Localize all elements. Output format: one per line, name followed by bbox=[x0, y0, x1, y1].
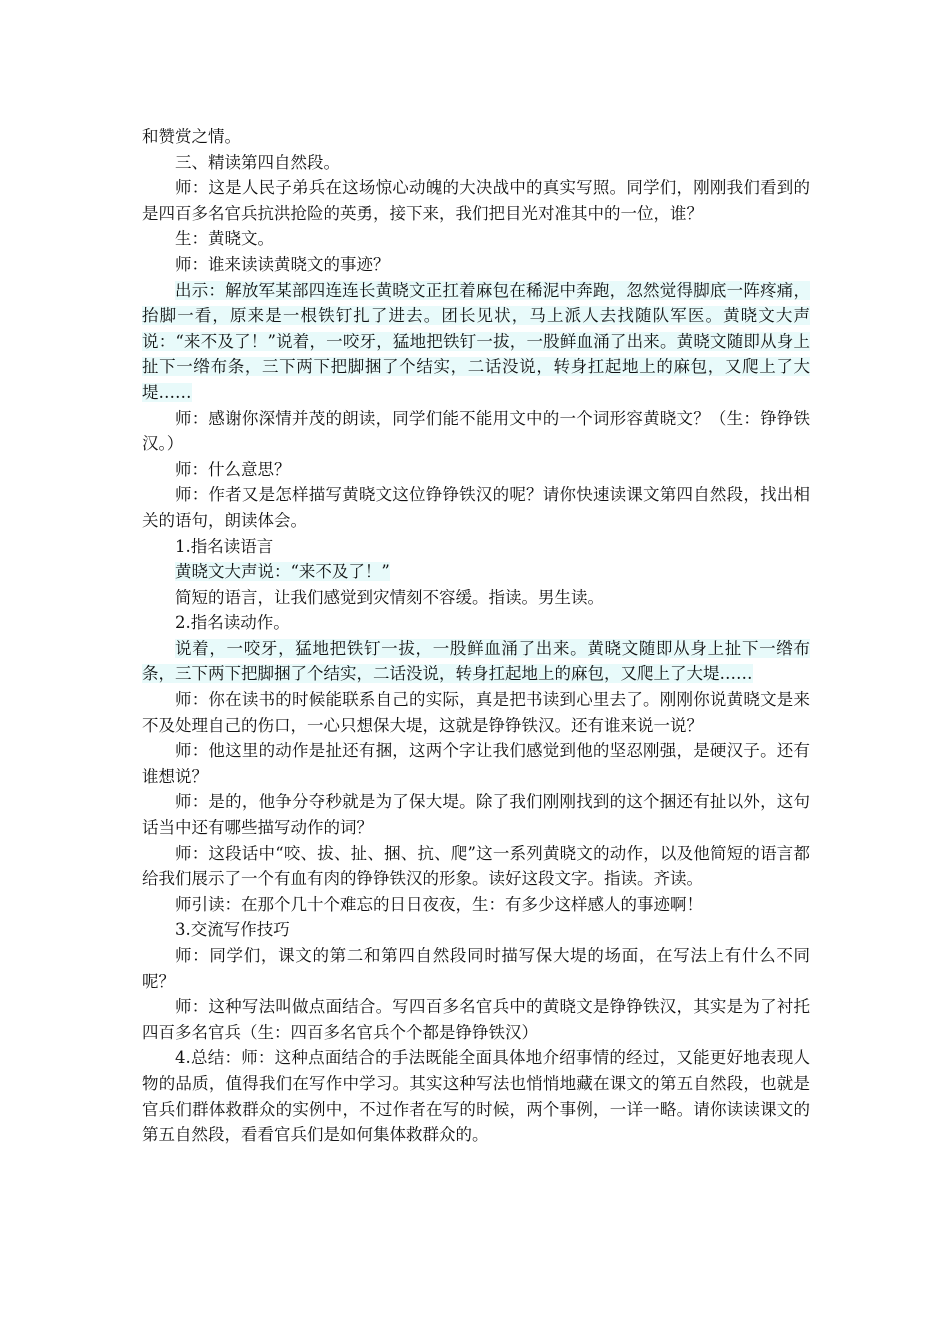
paragraph-text: 生：黄晓文。 bbox=[175, 229, 274, 249]
paragraph bbox=[142, 789, 810, 840]
highlighted-text: 黄晓文大声说：“来不及了！” bbox=[175, 562, 390, 582]
paragraph-text: 4.总结：师：这种点面结合的手法既能全面具体地介绍事情的经过，又能更好地表现人物的品质，值得我们在写作中学习。其实这种写法也悄悄地藏在课文的第五自然段，也就是官兵们群体救群众的实例中，不过作者在写的时候，两个事例，一详一略。请你读读课文的第五自然段，看看官兵们是如何集体救群众的。 bbox=[142, 1048, 810, 1145]
paragraph-text: 师引读：在那个几十个难忘的日日夜夜，生：有多少这样感人的事迹啊！ bbox=[175, 894, 703, 914]
paragraph-text: 1.指名读语言 bbox=[175, 536, 274, 556]
paragraph-text: 师：是的，他争分夺秒就是为了保大堤。除了我们刚刚找到的这个捆还有扯以外，这句话当中还有哪些描写动作的词？ bbox=[142, 792, 810, 838]
paragraph-text: 和赞赏之情。 bbox=[142, 127, 241, 146]
paragraph-text: 三、精读第四自然段。 bbox=[175, 152, 340, 172]
paragraph-text: 师：什么意思？ bbox=[175, 459, 291, 479]
paragraph bbox=[142, 406, 810, 457]
paragraph-text: 师：这种写法叫做点面结合。写四百多名官兵中的黄晓文是铮铮铁汉，其实是为了衬托四百多名官兵（生：四百多名官兵个个都是铮铮铁汉） bbox=[142, 997, 810, 1042]
highlighted-text: 出示：解放军某部四连连长黄晓文正扛着麻包在稀泥中奔跑，忽然觉得脚底一阵疼痛，抬脚一看，原来是一根铁钉扎了进去。团长见状，马上派人去找随队军医。黄晓文大声说：“来不及了！”说着，一咬牙，猛地把铁钉一拔，一股鲜血涌了出来。黄晓文随即从身上扯下一绺布条，三下两下把脚捆了个结实，二话没说，转身扛起地上的麻包，又爬上了大堤…… bbox=[142, 280, 810, 402]
paragraph bbox=[142, 124, 810, 150]
paragraph bbox=[142, 841, 810, 892]
paragraph bbox=[142, 943, 810, 994]
paragraph-text: 师：作者又是怎样描写黄晓文这位铮铮铁汉的呢？请你快速读课文第四自然段，找出相关的语句，朗读体会。 bbox=[142, 485, 810, 530]
paragraph bbox=[142, 534, 810, 560]
paragraph bbox=[142, 636, 810, 687]
paragraph bbox=[142, 457, 810, 483]
paragraph bbox=[142, 994, 810, 1045]
paragraph-text: 师：同学们，课文的第二和第四自然段同时描写保大堤的场面，在写法上有什么不同呢？ bbox=[142, 946, 810, 991]
paragraph-text: 2.指名读动作。 bbox=[175, 613, 290, 633]
paragraph bbox=[142, 585, 810, 611]
paragraph-text: 师：谁来读读黄晓文的事迹？ bbox=[175, 254, 390, 274]
paragraph bbox=[142, 610, 810, 636]
paragraph-text: 3.交流写作技巧 bbox=[175, 920, 290, 940]
paragraph bbox=[142, 226, 810, 252]
paragraph-text: 师：感谢你深情并茂的朗读，同学们能不能用文中的一个词形容黄晓文？（生：铮铮铁汉。） bbox=[142, 408, 810, 454]
paragraph bbox=[142, 917, 810, 943]
paragraph-text: 师：这段话中“咬、拔、扯、捆、抗、爬”这一系列黄晓文的动作，以及他简短的语言都给我们展示了一个有血有肉的铮铮铁汉的形象。读好这段文字。指读。齐读。 bbox=[142, 843, 810, 889]
paragraph bbox=[142, 1045, 810, 1147]
paragraph bbox=[142, 175, 810, 226]
paragraph bbox=[142, 687, 810, 738]
paragraph bbox=[142, 150, 810, 176]
paragraph bbox=[142, 559, 810, 585]
paragraph-text: 师：他这里的动作是扯还有捆，这两个字让我们感觉到他的坚忍刚强，是硬汉子。还有谁想说？ bbox=[142, 741, 810, 786]
paragraph-text: 简短的语言，让我们感觉到灾情刻不容缓。指读。男生读。 bbox=[175, 587, 604, 607]
paragraph bbox=[142, 278, 810, 406]
paragraph bbox=[142, 482, 810, 533]
paragraph bbox=[142, 738, 810, 789]
paragraph bbox=[142, 252, 810, 278]
document-page bbox=[142, 124, 810, 1148]
paragraph-text: 师：你在读书的时候能联系自己的实际，真是把书读到心里去了。刚刚你说黄晓文是来不及处理自己的伤口，一心只想保大堤，这就是铮铮铁汉。还有谁来说一说？ bbox=[142, 690, 810, 735]
paragraph bbox=[142, 892, 810, 918]
paragraph-text: 师：这是人民子弟兵在这场惊心动魄的大决战中的真实写照。同学们，刚刚我们看到的是四百多名官兵抗洪抢险的英勇，接下来，我们把目光对准其中的一位，谁？ bbox=[142, 178, 810, 223]
highlighted-text: 说着，一咬牙，猛地把铁钉一拔，一股鲜血涌了出来。黄晓文随即从身上扯下一绺布条，三下两下把脚捆了个结实，二话没说，转身扛起地上的麻包，又爬上了大堤…… bbox=[142, 638, 810, 684]
